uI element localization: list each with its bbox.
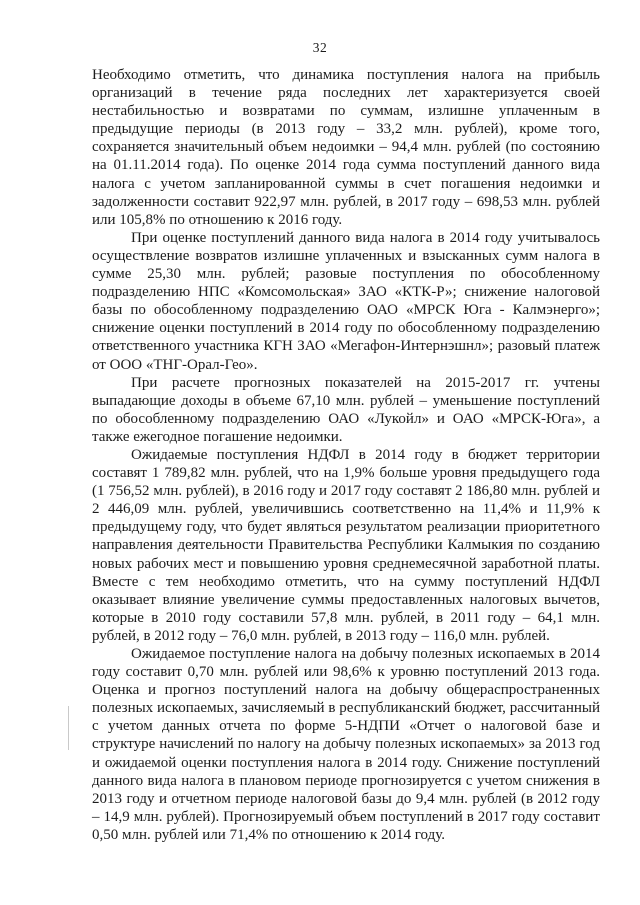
page-number: 32 bbox=[312, 40, 328, 55]
document-body bbox=[92, 66, 600, 844]
paragraph-profit-tax: Необходимо отметить, что динамика поступления налога на прибыль организаций в течение ряда последних лет характеризуется своей нестабильностью и возвратами по суммам, излишне уплаченным в предыдущие периоды (в 2013 году – 33,2 млн. рублей), кроме того, сохраняется значительный объем недоимки – 94,4 млн. рублей (по состоянию на 01.11.2014 года). По оценке 2014 года сумма поступлений данного вида налога с учетом запланированной суммы в счет погашения недоимки и задолженности составит 922,97 млн. рублей, в 2017 году – 698,53 млн. рублей или 105,8% по отношению к 2016 году. bbox=[92, 67, 600, 228]
paragraph-personal-income-tax: Ожидаемые поступления НДФЛ в 2014 году в бюджет территории составят 1 789,82 млн. рублей, что на 1,9% больше уровня предыдущего года (1 756,52 млн. рублей), в 2016 году и 2017 году составят 2 186,80 млн. рублей и 2 446,09 млн. рублей, увеличившись соответственно на 11,4% и 11,9% к предыдущему году, что будет являться результатом реализации приоритетного направления деятельности Правительства Республики Калмыкия по созданию новых рабочих мест и повышению уровня среднемесячной заработной платы. Вместе с тем необходимо отметить, что на сумму поступлений НДФЛ оказывает влияние увеличение суммы предоставленных налоговых вычетов, которые в 2010 году составили 57,8 млн. рублей, в 2011 году – 64,1 млн. рублей, в 2012 году – 76,0 млн. рублей, в 2013 году – 116,0 млн. рублей. bbox=[92, 446, 600, 644]
margin-mark bbox=[68, 706, 69, 750]
paragraph-mineral-extraction-tax: Ожидаемое поступление налога на добычу полезных ископаемых в 2014 году составит 0,70 млн. рублей или 98,6% к уровню поступлений 2013 года. Оценка и прогноз поступлений налога на добычу общераспространенных полезных ископаемых, зачисляемый в республиканский бюджет, рассчитанный с учетом данных отчета по форме 5-НДПИ «Отчет о налоговой базе и структуре начислений по налогу на добычу полезных ископаемых» за 2013 год и ожидаемой оценки поступления налога в 2014 году. Снижение поступлений данного вида налога в плановом периоде прогнозируется с учетом снижения в 2013 году и отчетном периоде налоговой базы до 9,4 млн. рублей (в 2012 году – 14,9 млн. рублей). Прогнозируемый объем поступлений в 2017 году составит 0,50 млн. рублей или 71,4% по отношению к 2014 году. bbox=[92, 646, 600, 843]
paragraph-forecast-2015-2017: При расчете прогнозных показателей на 2015-2017 гг. учтены выпадающие доходы в объеме 67,10 млн. рублей – уменьшение поступлений по обособленному подразделению ОАО «Лукойл» и ОАО «МРСК-Юга», а также ежегодное погашение недоимки. bbox=[92, 374, 600, 445]
paragraph-profit-tax-assessment: При оценке поступлений данного вида налога в 2014 году учитывалось осуществление возвратов излишне уплаченных и взысканных сумм налога в сумме 25,30 млн. рублей; разовые поступления по обособленному подразделению НПС «Комсомольская» ЗАО «КТК-Р»; снижение налоговой базы по обособленному подразделению ОАО «МРСК Юга - Калмэнерго»; снижение оценки поступлений в 2014 году по обособленному подразделению ответственного участника КГН ЗАО «Мегафон-Интернэшнл»; разовый платеж от ООО «ТНГ-Орал-Гео». bbox=[92, 229, 600, 373]
